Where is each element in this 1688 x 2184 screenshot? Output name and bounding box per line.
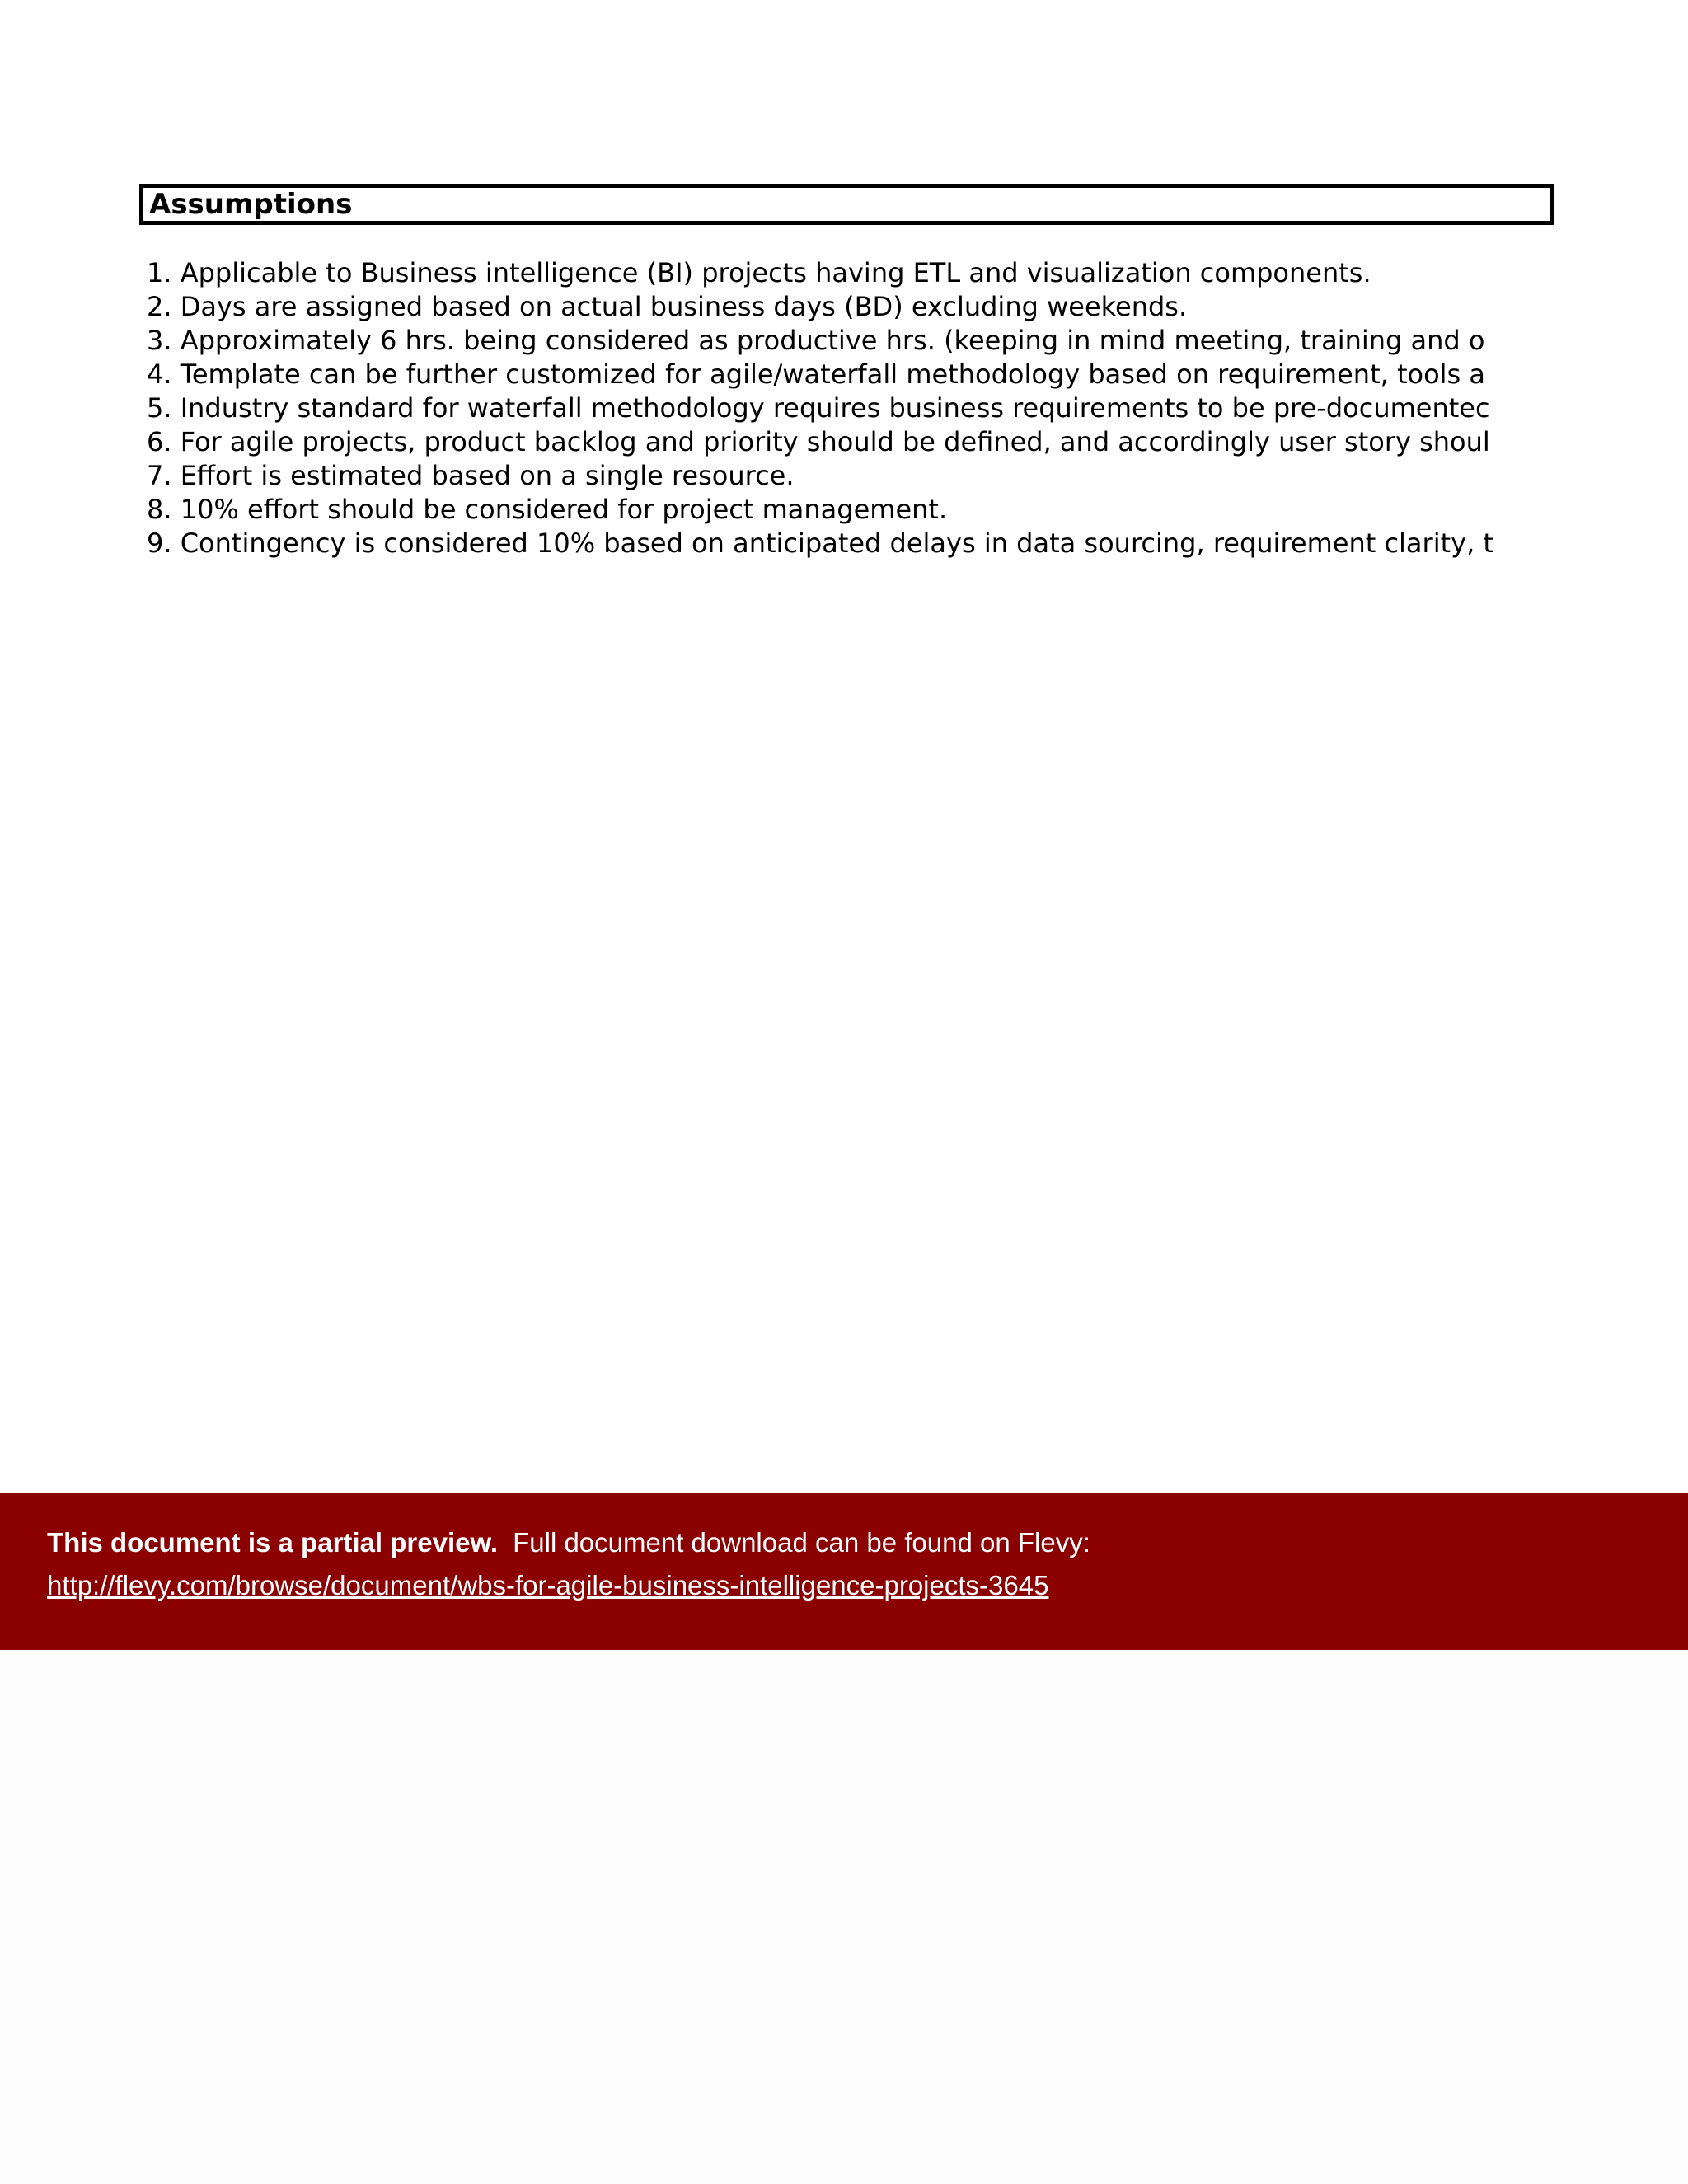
assumption-item: 3. Approximately 6 hrs. being considered as productive hrs. (keeping in mind meeting, training and o [147, 325, 1485, 356]
assumptions-header-box [139, 184, 1554, 225]
preview-banner [0, 1493, 1688, 1650]
assumption-item: 7. Effort is estimated based on a single resource. [147, 460, 795, 491]
assumption-item: 2. Days are assigned based on actual business days (BD) excluding weekends. [147, 291, 1188, 322]
assumption-item: 5. Industry standard for waterfall methodology requires business requirements to be pre-documentec [147, 392, 1490, 424]
assumption-item: 6. For agile projects, product backlog and priority should be defined, and accordingly user story shoul [147, 426, 1490, 457]
preview-notice-text: Full document download can be found on Flevy: [513, 1527, 1090, 1558]
flevy-document-link[interactable]: http://flevy.com/browse/document/wbs-for-agile-business-intelligence-projects-3645 [47, 1570, 1049, 1601]
preview-notice [47, 1526, 1090, 1559]
assumption-item: 8. 10% effort should be considered for project management. [147, 494, 948, 525]
preview-notice-bold: This document is a partial preview. [47, 1527, 499, 1558]
assumptions-header: Assumptions [149, 188, 353, 221]
assumption-item: 4. Template can be further customized for agile/waterfall methodology based on requirement, tools a [147, 359, 1485, 390]
assumption-item: 1. Applicable to Business intelligence (BI) projects having ETL and visualization components. [147, 257, 1372, 288]
assumptions-list [147, 256, 1553, 566]
assumption-item: 9. Contingency is considered 10% based on anticipated delays in data sourcing, requirement clarity, t [147, 527, 1493, 559]
